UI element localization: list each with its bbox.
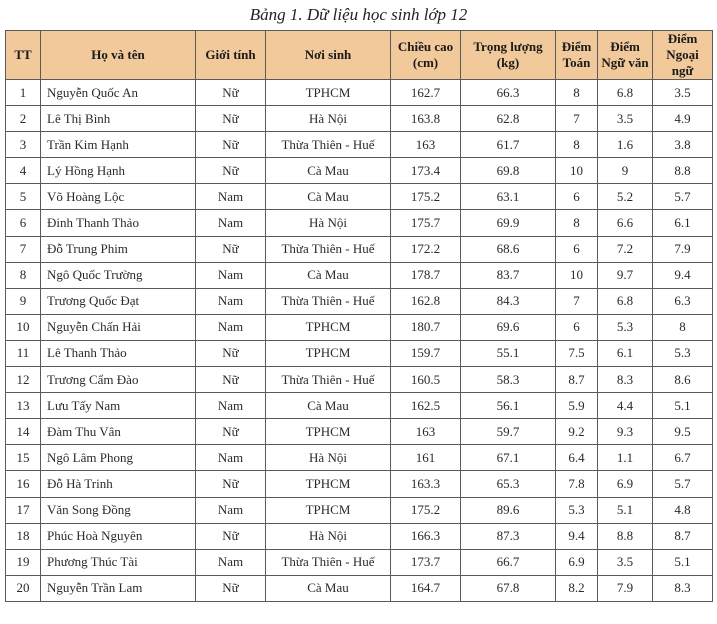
table-row bbox=[6, 471, 713, 497]
cell-tt: 12 bbox=[6, 367, 41, 393]
header-label-line1: Giới tính bbox=[205, 47, 256, 62]
cell-weight: 69.9 bbox=[461, 210, 556, 236]
cell-weight: 89.6 bbox=[461, 497, 556, 523]
cell-foreign-language: 8.6 bbox=[653, 367, 713, 393]
cell-height: 162.8 bbox=[391, 288, 461, 314]
cell-weight: 65.3 bbox=[461, 471, 556, 497]
cell-weight: 63.1 bbox=[461, 184, 556, 210]
cell-literature: 6.8 bbox=[598, 288, 653, 314]
cell-height: 162.5 bbox=[391, 393, 461, 419]
cell-foreign-language: 5.3 bbox=[653, 340, 713, 366]
cell-gender: Nữ bbox=[196, 236, 266, 262]
cell-birthplace: Cà Mau bbox=[266, 184, 391, 210]
cell-name: Đàm Thu Vân bbox=[41, 419, 196, 445]
cell-math: 9.2 bbox=[556, 419, 598, 445]
cell-literature: 5.1 bbox=[598, 497, 653, 523]
cell-literature: 8.3 bbox=[598, 367, 653, 393]
cell-gender: Nam bbox=[196, 549, 266, 575]
cell-birthplace: Hà Nội bbox=[266, 210, 391, 236]
cell-weight: 67.8 bbox=[461, 575, 556, 601]
cell-tt: 10 bbox=[6, 314, 41, 340]
header-label-line2: Toán bbox=[562, 55, 591, 70]
header-label-line1: Điểm bbox=[561, 39, 592, 54]
cell-foreign-language: 5.7 bbox=[653, 471, 713, 497]
cell-gender: Nam bbox=[196, 210, 266, 236]
cell-height: 163 bbox=[391, 132, 461, 158]
cell-birthplace: Thừa Thiên - Huế bbox=[266, 132, 391, 158]
header-label-line1: Điểm bbox=[610, 39, 640, 54]
table-row bbox=[6, 367, 713, 393]
cell-tt: 2 bbox=[6, 106, 41, 132]
cell-weight: 59.7 bbox=[461, 419, 556, 445]
cell-foreign-language: 3.5 bbox=[653, 80, 713, 106]
table-row bbox=[6, 340, 713, 366]
header-ho-va-ten bbox=[41, 31, 196, 80]
cell-math: 7 bbox=[556, 106, 598, 132]
cell-literature: 1.1 bbox=[598, 445, 653, 471]
header-label-line2: Ngữ văn bbox=[601, 55, 649, 70]
cell-foreign-language: 8 bbox=[653, 314, 713, 340]
cell-weight: 83.7 bbox=[461, 262, 556, 288]
cell-weight: 55.1 bbox=[461, 340, 556, 366]
cell-weight: 84.3 bbox=[461, 288, 556, 314]
cell-tt: 9 bbox=[6, 288, 41, 314]
table-caption: Bảng 1. Dữ liệu học sinh lớp 12 bbox=[249, 5, 468, 24]
cell-name: Trần Kim Hạnh bbox=[41, 132, 196, 158]
cell-math: 10 bbox=[556, 262, 598, 288]
cell-literature: 6.1 bbox=[598, 340, 653, 366]
table-row bbox=[6, 549, 713, 575]
header-trong-luong bbox=[461, 31, 556, 80]
cell-gender: Nữ bbox=[196, 340, 266, 366]
header-row bbox=[6, 31, 713, 80]
cell-height: 173.4 bbox=[391, 158, 461, 184]
cell-gender: Nữ bbox=[196, 471, 266, 497]
cell-foreign-language: 5.7 bbox=[653, 184, 713, 210]
cell-birthplace: Thừa Thiên - Huế bbox=[266, 288, 391, 314]
cell-weight: 67.1 bbox=[461, 445, 556, 471]
cell-foreign-language: 4.8 bbox=[653, 497, 713, 523]
cell-foreign-language: 3.8 bbox=[653, 132, 713, 158]
cell-math: 5.9 bbox=[556, 393, 598, 419]
table-row bbox=[6, 288, 713, 314]
cell-literature: 5.2 bbox=[598, 184, 653, 210]
cell-foreign-language: 5.1 bbox=[653, 549, 713, 575]
header-diem-ngu-van bbox=[598, 31, 653, 80]
cell-height: 163.8 bbox=[391, 106, 461, 132]
cell-math: 5.3 bbox=[556, 497, 598, 523]
cell-math: 8 bbox=[556, 80, 598, 106]
cell-math: 8.7 bbox=[556, 367, 598, 393]
cell-foreign-language: 9.4 bbox=[653, 262, 713, 288]
table-row bbox=[6, 80, 713, 106]
cell-literature: 3.5 bbox=[598, 106, 653, 132]
table-row bbox=[6, 210, 713, 236]
table-row bbox=[6, 575, 713, 601]
cell-height: 178.7 bbox=[391, 262, 461, 288]
table-row bbox=[6, 523, 713, 549]
cell-birthplace: Hà Nội bbox=[266, 106, 391, 132]
cell-birthplace: Thừa Thiên - Huế bbox=[266, 549, 391, 575]
cell-height: 175.2 bbox=[391, 184, 461, 210]
cell-birthplace: Cà Mau bbox=[266, 158, 391, 184]
table-row bbox=[6, 393, 713, 419]
cell-gender: Nam bbox=[196, 314, 266, 340]
cell-tt: 16 bbox=[6, 471, 41, 497]
cell-name: Lưu Tấy Nam bbox=[41, 393, 196, 419]
cell-name: Lê Thanh Thảo bbox=[41, 340, 196, 366]
cell-birthplace: TPHCM bbox=[266, 314, 391, 340]
header-noi-sinh bbox=[266, 31, 391, 80]
cell-height: 163 bbox=[391, 419, 461, 445]
cell-gender: Nữ bbox=[196, 106, 266, 132]
cell-height: 180.7 bbox=[391, 314, 461, 340]
cell-literature: 6.8 bbox=[598, 80, 653, 106]
cell-math: 6.4 bbox=[556, 445, 598, 471]
cell-tt: 19 bbox=[6, 549, 41, 575]
cell-foreign-language: 8.3 bbox=[653, 575, 713, 601]
table-row bbox=[6, 106, 713, 132]
cell-height: 175.2 bbox=[391, 497, 461, 523]
cell-literature: 3.5 bbox=[598, 549, 653, 575]
cell-tt: 18 bbox=[6, 523, 41, 549]
cell-height: 159.7 bbox=[391, 340, 461, 366]
header-label-line2: (kg) bbox=[496, 55, 520, 70]
table-body bbox=[6, 80, 713, 602]
cell-name: Ngô Lâm Phong bbox=[41, 445, 196, 471]
cell-height: 161 bbox=[391, 445, 461, 471]
header-gioi-tinh bbox=[196, 31, 266, 80]
cell-math: 7 bbox=[556, 288, 598, 314]
cell-gender: Nữ bbox=[196, 80, 266, 106]
cell-foreign-language: 7.9 bbox=[653, 236, 713, 262]
header-label-line2: Ngoại ngữ bbox=[666, 47, 699, 78]
table-row bbox=[6, 445, 713, 471]
cell-height: 173.7 bbox=[391, 549, 461, 575]
cell-birthplace: Hà Nội bbox=[266, 523, 391, 549]
header-label-line1: TT bbox=[14, 47, 32, 62]
cell-name: Lê Thị Bình bbox=[41, 106, 196, 132]
cell-gender: Nam bbox=[196, 184, 266, 210]
table-row bbox=[6, 236, 713, 262]
cell-birthplace: TPHCM bbox=[266, 497, 391, 523]
cell-birthplace: TPHCM bbox=[266, 471, 391, 497]
cell-gender: Nam bbox=[196, 262, 266, 288]
cell-weight: 69.8 bbox=[461, 158, 556, 184]
cell-height: 172.2 bbox=[391, 236, 461, 262]
cell-name: Đinh Thanh Thảo bbox=[41, 210, 196, 236]
header-label-line1: Nơi sinh bbox=[304, 47, 352, 62]
cell-tt: 7 bbox=[6, 236, 41, 262]
cell-foreign-language: 6.1 bbox=[653, 210, 713, 236]
cell-height: 162.7 bbox=[391, 80, 461, 106]
cell-math: 10 bbox=[556, 158, 598, 184]
cell-math: 8.2 bbox=[556, 575, 598, 601]
cell-math: 8 bbox=[556, 210, 598, 236]
cell-gender: Nữ bbox=[196, 132, 266, 158]
header-chieu-cao bbox=[391, 31, 461, 80]
table-container bbox=[5, 30, 712, 623]
cell-birthplace: Cà Mau bbox=[266, 393, 391, 419]
cell-name: Nguyễn Trần Lam bbox=[41, 575, 196, 601]
cell-name: Phương Thúc Tài bbox=[41, 549, 196, 575]
cell-math: 7.5 bbox=[556, 340, 598, 366]
cell-foreign-language: 5.1 bbox=[653, 393, 713, 419]
cell-gender: Nữ bbox=[196, 575, 266, 601]
cell-name: Đỗ Hà Trinh bbox=[41, 471, 196, 497]
header-tt bbox=[6, 31, 41, 80]
cell-gender: Nữ bbox=[196, 419, 266, 445]
cell-literature: 9.3 bbox=[598, 419, 653, 445]
cell-math: 7.8 bbox=[556, 471, 598, 497]
cell-name: Phúc Hoà Nguyên bbox=[41, 523, 196, 549]
table-row bbox=[6, 184, 713, 210]
table-row bbox=[6, 132, 713, 158]
cell-name: Ngô Quốc Trường bbox=[41, 262, 196, 288]
cell-weight: 62.8 bbox=[461, 106, 556, 132]
cell-name: Trương Quốc Đạt bbox=[41, 288, 196, 314]
cell-name: Lý Hồng Hạnh bbox=[41, 158, 196, 184]
cell-gender: Nữ bbox=[196, 523, 266, 549]
header-diem-ngoai-ngu bbox=[653, 31, 713, 80]
cell-tt: 11 bbox=[6, 340, 41, 366]
cell-math: 8 bbox=[556, 132, 598, 158]
cell-weight: 69.6 bbox=[461, 314, 556, 340]
cell-literature: 4.4 bbox=[598, 393, 653, 419]
cell-tt: 13 bbox=[6, 393, 41, 419]
cell-literature: 5.3 bbox=[598, 314, 653, 340]
cell-tt: 6 bbox=[6, 210, 41, 236]
cell-weight: 66.7 bbox=[461, 549, 556, 575]
cell-weight: 68.6 bbox=[461, 236, 556, 262]
table-row bbox=[6, 158, 713, 184]
table-row bbox=[6, 419, 713, 445]
cell-height: 163.3 bbox=[391, 471, 461, 497]
header-diem-toan bbox=[556, 31, 598, 80]
cell-birthplace: TPHCM bbox=[266, 80, 391, 106]
cell-math: 6 bbox=[556, 314, 598, 340]
header-label-line1: Chiều cao bbox=[397, 39, 454, 54]
cell-foreign-language: 6.7 bbox=[653, 445, 713, 471]
cell-height: 166.3 bbox=[391, 523, 461, 549]
cell-name: Nguyễn Chấn Hải bbox=[41, 314, 196, 340]
header-label-line2: (cm) bbox=[412, 55, 439, 70]
table-row bbox=[6, 262, 713, 288]
cell-tt: 20 bbox=[6, 575, 41, 601]
cell-gender: Nam bbox=[196, 445, 266, 471]
cell-birthplace: Cà Mau bbox=[266, 575, 391, 601]
cell-literature: 9 bbox=[598, 158, 653, 184]
cell-birthplace: Hà Nội bbox=[266, 445, 391, 471]
header-label-line1: Trọng lượng bbox=[473, 39, 543, 54]
cell-tt: 15 bbox=[6, 445, 41, 471]
table-row bbox=[6, 497, 713, 523]
cell-math: 6 bbox=[556, 184, 598, 210]
cell-name: Văn Song Đồng bbox=[41, 497, 196, 523]
cell-literature: 6.9 bbox=[598, 471, 653, 497]
cell-literature: 1.6 bbox=[598, 132, 653, 158]
cell-birthplace: Cà Mau bbox=[266, 262, 391, 288]
cell-literature: 7.9 bbox=[598, 575, 653, 601]
cell-name: Đỗ Trung Phim bbox=[41, 236, 196, 262]
cell-name: Nguyễn Quốc An bbox=[41, 80, 196, 106]
cell-foreign-language: 8.8 bbox=[653, 158, 713, 184]
student-data-table bbox=[5, 30, 713, 602]
cell-math: 6 bbox=[556, 236, 598, 262]
cell-foreign-language: 6.3 bbox=[653, 288, 713, 314]
cell-weight: 66.3 bbox=[461, 80, 556, 106]
cell-tt: 1 bbox=[6, 80, 41, 106]
cell-gender: Nữ bbox=[196, 367, 266, 393]
cell-name: Trương Cẩm Đào bbox=[41, 367, 196, 393]
cell-math: 9.4 bbox=[556, 523, 598, 549]
header-label-line1: Điểm bbox=[667, 31, 698, 46]
cell-gender: Nữ bbox=[196, 158, 266, 184]
cell-tt: 3 bbox=[6, 132, 41, 158]
cell-name: Võ Hoàng Lộc bbox=[41, 184, 196, 210]
cell-weight: 58.3 bbox=[461, 367, 556, 393]
cell-foreign-language: 4.9 bbox=[653, 106, 713, 132]
cell-weight: 56.1 bbox=[461, 393, 556, 419]
table-row bbox=[6, 314, 713, 340]
cell-literature: 6.6 bbox=[598, 210, 653, 236]
cell-gender: Nam bbox=[196, 393, 266, 419]
cell-weight: 61.7 bbox=[461, 132, 556, 158]
cell-height: 175.7 bbox=[391, 210, 461, 236]
cell-birthplace: Thừa Thiên - Huế bbox=[266, 367, 391, 393]
cell-literature: 9.7 bbox=[598, 262, 653, 288]
cell-height: 160.5 bbox=[391, 367, 461, 393]
cell-tt: 14 bbox=[6, 419, 41, 445]
cell-birthplace: Thừa Thiên - Huế bbox=[266, 236, 391, 262]
cell-height: 164.7 bbox=[391, 575, 461, 601]
cell-gender: Nam bbox=[196, 497, 266, 523]
cell-birthplace: TPHCM bbox=[266, 419, 391, 445]
cell-tt: 4 bbox=[6, 158, 41, 184]
cell-weight: 87.3 bbox=[461, 523, 556, 549]
cell-tt: 17 bbox=[6, 497, 41, 523]
header-label-line1: Họ và tên bbox=[91, 47, 145, 62]
cell-birthplace: TPHCM bbox=[266, 340, 391, 366]
cell-tt: 5 bbox=[6, 184, 41, 210]
cell-math: 6.9 bbox=[556, 549, 598, 575]
cell-literature: 7.2 bbox=[598, 236, 653, 262]
cell-gender: Nam bbox=[196, 288, 266, 314]
cell-foreign-language: 9.5 bbox=[653, 419, 713, 445]
cell-tt: 8 bbox=[6, 262, 41, 288]
cell-foreign-language: 8.7 bbox=[653, 523, 713, 549]
cell-literature: 8.8 bbox=[598, 523, 653, 549]
